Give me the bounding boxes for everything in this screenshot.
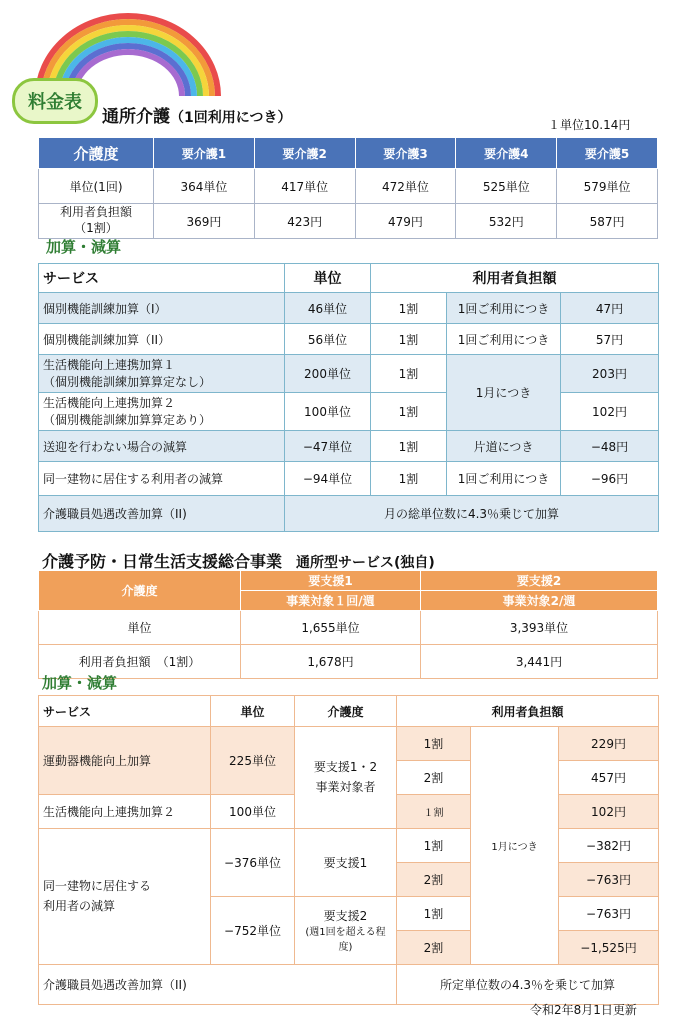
table-cell: 369円 [154, 204, 255, 239]
per-cell: 片道につき [447, 431, 561, 462]
unit-cell: −376単位 [211, 829, 295, 897]
yen-cell: 102円 [561, 393, 659, 431]
row-label: 単位 [39, 611, 241, 645]
unit-cell: −47単位 [285, 431, 371, 462]
service-cell: 運動器機能向上加算 [39, 727, 211, 795]
table-cell: 364単位 [154, 169, 255, 204]
table-row [39, 965, 659, 1005]
table-row [39, 829, 659, 863]
header-cell: 要支援1 [241, 571, 421, 591]
unit-cell: −94単位 [285, 462, 371, 496]
pct-cell: 1割 [371, 431, 447, 462]
service-cell [39, 355, 285, 393]
care-fee-table [38, 137, 658, 239]
table-header-row [39, 571, 658, 591]
unit-cell: 46単位 [285, 293, 371, 324]
note-cell: 所定単位数の4.3％を乗じて加算 [397, 965, 659, 1005]
per-cell: 1回ご利用につき [447, 293, 561, 324]
service-cell: 個別機能訓練加算（I） [39, 293, 285, 324]
unit-price-note: １単位10.14円 [548, 118, 631, 132]
table-cell: 532円 [456, 204, 557, 239]
per-cell: 1月につき [447, 355, 561, 431]
level-note: (週1回を超える程度) [305, 926, 386, 953]
prevention-fee-table [38, 570, 658, 679]
row-label-line: 利用者負担額 [59, 205, 132, 220]
yen-cell: −763円 [559, 863, 659, 897]
header-cell: 介護度 [295, 696, 397, 727]
table-cell: 417単位 [254, 169, 355, 204]
level-line: 要支援2 [323, 908, 368, 923]
header-cell: 要介護4 [456, 138, 557, 169]
addition-subtraction-table [38, 263, 659, 532]
level-line: 事業対象者 [315, 779, 376, 794]
level-cell: 要支援1 [295, 829, 397, 897]
per-cell: 1回ご利用につき [447, 462, 561, 496]
table-row [39, 324, 659, 355]
table-cell: 525単位 [456, 169, 557, 204]
service-line: 利用者の減算 [43, 898, 116, 913]
header-cell: 要支援2 [421, 571, 658, 591]
table-row [39, 393, 659, 431]
service-cell: 生活機能向上連携加算２ [39, 795, 211, 829]
table-row [39, 204, 658, 239]
table-row [39, 645, 658, 679]
yen-cell: −48円 [561, 431, 659, 462]
service-line: 生活機能向上連携加算１ [43, 358, 176, 373]
yen-cell: −96円 [561, 462, 659, 496]
unit-cell: 225単位 [211, 727, 295, 795]
per-month-cell: 1月につき [471, 727, 559, 965]
table-cell: 1,655単位 [241, 611, 421, 645]
header-cell: 要介護3 [355, 138, 456, 169]
table-row [39, 462, 659, 496]
table-header-row [39, 264, 659, 293]
pct-cell: 1割 [397, 829, 471, 863]
section2-title: 介護予防・日常生活支援総合事業 通所型サービス(独自) [42, 552, 435, 571]
header-cell: 事業対象2/週 [421, 591, 658, 611]
header-cell: 介護度 [39, 138, 154, 169]
updated-date: 令和2年8月1日更新 [530, 1003, 637, 1017]
service-cell: 個別機能訓練加算（II） [39, 324, 285, 355]
service-cell: 同一建物に居住する利用者の減算 [39, 462, 285, 496]
header-cell: 利用者負担額 [371, 264, 659, 293]
table-cell: 579単位 [557, 169, 658, 204]
yen-cell: −382円 [559, 829, 659, 863]
header-cell: 事業対象１回/週 [241, 591, 421, 611]
yen-cell: 102円 [559, 795, 659, 829]
unit-cell: 200単位 [285, 355, 371, 393]
level-cell [295, 897, 397, 965]
pct-cell: 1割 [371, 462, 447, 496]
price-badge: 料金表 [12, 78, 98, 124]
pct-cell: １割 [397, 795, 471, 829]
row-label: 利用者負担額 （1割） [39, 645, 241, 679]
table-cell: 587円 [557, 204, 658, 239]
row-label [39, 204, 154, 239]
section1-title: 通所介護（1回利用につき） [102, 107, 292, 127]
row-label-line: （1割） [74, 221, 118, 235]
table-cell: 3,393単位 [421, 611, 658, 645]
yen-cell: 47円 [561, 293, 659, 324]
header-cell: 要介護2 [254, 138, 355, 169]
pct-cell: 2割 [397, 761, 471, 795]
level-line: 要支援1・2 [313, 760, 378, 775]
yen-cell: −1,525円 [559, 931, 659, 965]
service-line: 同一建物に居住する [43, 879, 152, 894]
pct-cell: 1割 [397, 727, 471, 761]
addsub2-title: 加算・減算 [42, 674, 118, 692]
table-cell: 423円 [254, 204, 355, 239]
service-line: （個別機能訓練加算算定なし） [43, 374, 212, 389]
table-row [39, 727, 659, 761]
table-row [39, 293, 659, 324]
header-cell: サービス [39, 264, 285, 293]
table-header-row [39, 138, 658, 169]
table-cell: 1,678円 [241, 645, 421, 679]
header-cell: 利用者負担額 [397, 696, 659, 727]
unit-cell: 100単位 [211, 795, 295, 829]
header-cell: 単位 [211, 696, 295, 727]
table-row [39, 496, 659, 532]
table-cell: 479円 [355, 204, 456, 239]
yen-cell: 203円 [561, 355, 659, 393]
pct-cell: 2割 [397, 863, 471, 897]
note-cell: 月の総単位数に4.3％乗じて加算 [285, 496, 659, 532]
table-header-row [39, 696, 659, 727]
service-line: （個別機能訓練加算算定あり） [43, 412, 212, 427]
pct-cell: 1割 [371, 293, 447, 324]
pct-cell: 1割 [371, 324, 447, 355]
pct-cell: 1割 [371, 355, 447, 393]
table-row [39, 355, 659, 393]
unit-cell: −752単位 [211, 897, 295, 965]
header-cell: 介護度 [39, 571, 241, 611]
table-cell: 3,441円 [421, 645, 658, 679]
service-cell: 介護職員処遇改善加算（II) [39, 965, 397, 1005]
table-cell: 472単位 [355, 169, 456, 204]
level-cell [295, 727, 397, 829]
table-row [39, 169, 658, 204]
service-cell [39, 829, 211, 965]
yen-cell: −763円 [559, 897, 659, 931]
header-cell: 要介護5 [557, 138, 658, 169]
unit-cell: 100単位 [285, 393, 371, 431]
header-cell: サービス [39, 696, 211, 727]
pct-cell: 2割 [397, 931, 471, 965]
yen-cell: 57円 [561, 324, 659, 355]
header-cell: 単位 [285, 264, 371, 293]
yen-cell: 457円 [559, 761, 659, 795]
per-cell: 1回ご利用につき [447, 324, 561, 355]
yen-cell: 229円 [559, 727, 659, 761]
service-cell: 介護職員処遇改善加算（II) [39, 496, 285, 532]
header-cell: 要介護1 [154, 138, 255, 169]
service-line: 生活機能向上連携加算２ [43, 396, 176, 411]
prevention-addition-table [38, 695, 659, 1005]
pct-cell: 1割 [397, 897, 471, 931]
pct-cell: 1割 [371, 393, 447, 431]
addsub1-title: 加算・減算 [46, 238, 122, 256]
row-label: 単位(1回) [39, 169, 154, 204]
unit-cell: 56単位 [285, 324, 371, 355]
service-cell: 送迎を行わない場合の減算 [39, 431, 285, 462]
service-cell [39, 393, 285, 431]
table-row [39, 431, 659, 462]
table-row [39, 611, 658, 645]
